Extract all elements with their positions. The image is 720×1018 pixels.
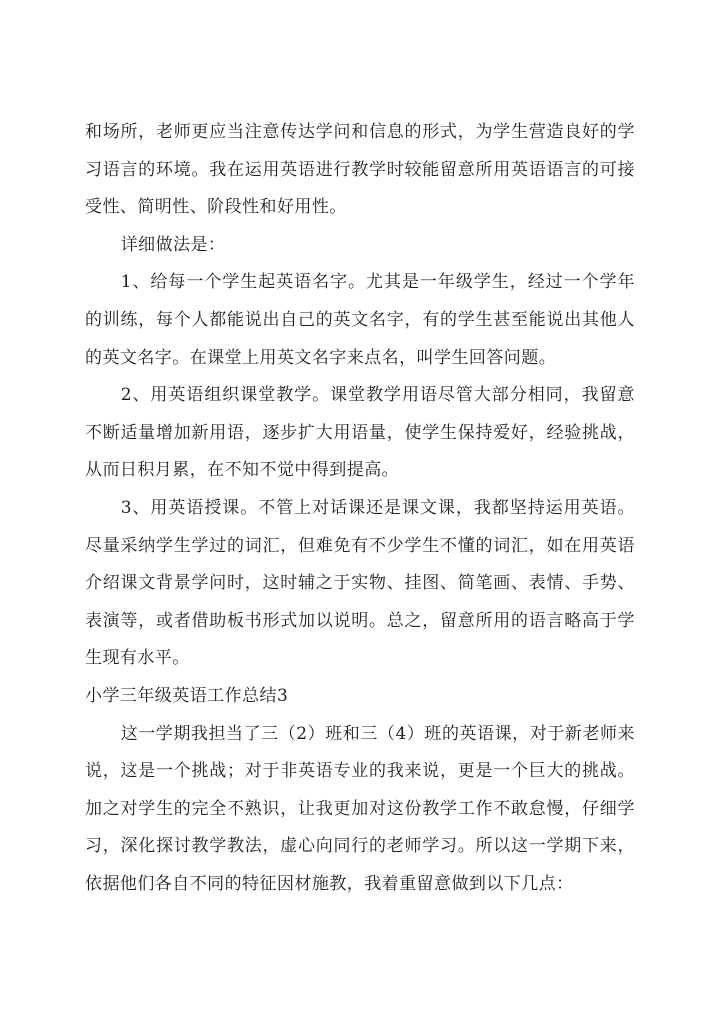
paragraph-item-2: 2、用英语组织课堂教学。课堂教学用语尽管大部分相同，我留意不断适量增加新用语，逐步扩大用语量，使学生保持爱好，经验挑战，从而日积月累，在不知不觉中得到提高。	[85, 385, 635, 481]
body-text	[85, 114, 635, 903]
paragraph-item-1: 1、给每一个学生起英语名字。尤其是一年级学生，经过一个学年的训练，每个人都能说出自己的英文名字，有的学生甚至能说出其他人的英文名字。在课堂上用英文名字来点名，叫学生回答问题。	[85, 272, 635, 368]
section-heading: 小学三年级英语工作总结3	[85, 685, 289, 706]
paragraph-continuation: 和场所，老师更应当注意传达学问和信息的形式，为学生营造良好的学习语言的环境。我在运用英语进行教学时较能留意所用英语语言的可接受性、简明性、阶段性和好用性。	[85, 122, 635, 218]
paragraph-method-intro: 详细做法是：	[120, 234, 226, 255]
paragraph-summary: 这一学期我担当了三（2）班和三（4）班的英语课，对于新老师来说，这是一个挑战；对于非英语专业的我来说，更是一个巨大的挑战。加之对学生的完全不熟识，让我更加对这份教学工作不敢怠慢，仔细学习，深化探讨教学教法，虚心向同行的老师学习。所以这一学期下来，依据他们各自不同的特征因材施教，我着重留意做到以下几点：	[85, 723, 635, 894]
paragraph-item-3: 3、用英语授课。不管上对话课还是课文课，我都坚持运用英语。尽量采纳学生学过的词汇，但难免有不少学生不懂的词汇，如在用英语介绍课文背景学问时，这时辅之于实物、挂图、简笔画、表情、手势、表演等，或者借助板书形式加以说明。总之，留意所用的语言略高于学生现有水平。	[85, 497, 635, 669]
